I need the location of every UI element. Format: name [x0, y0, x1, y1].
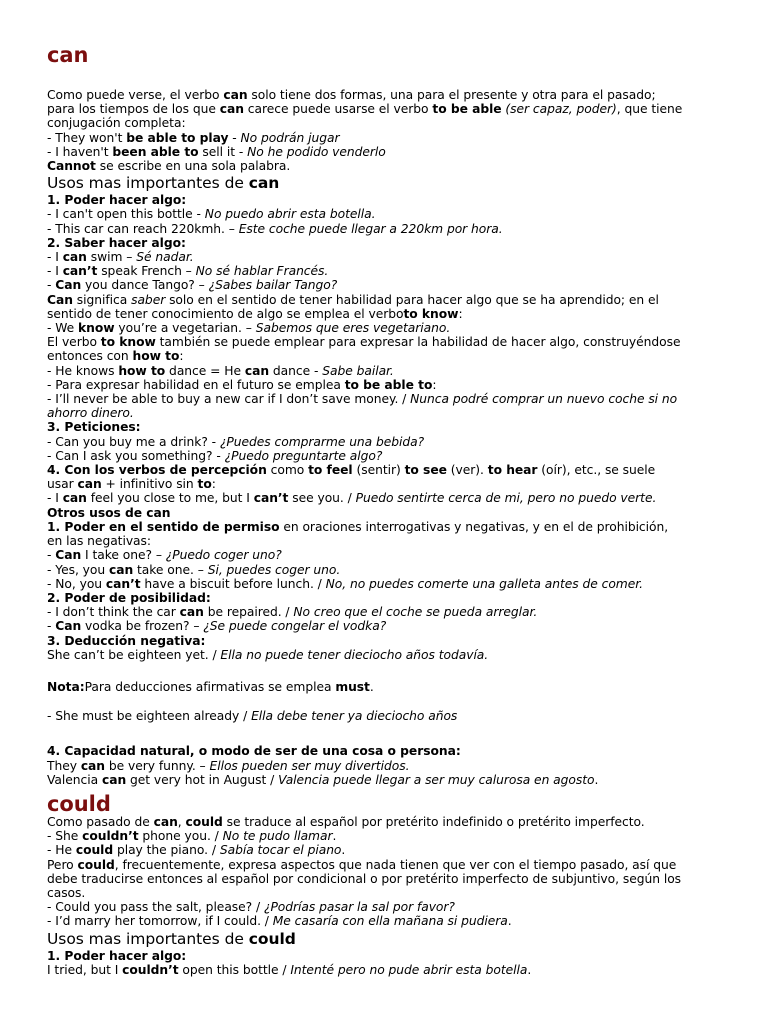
text-run: Valencia: [47, 772, 102, 787]
text-run: - Yes, you: [47, 562, 109, 577]
text-run: (ver).: [446, 463, 488, 478]
section-title-could: could: [47, 791, 111, 816]
text-run: Para deducciones afirmativas se emplea: [84, 679, 336, 694]
text-line: [47, 159, 738, 173]
text-run: Usos mas importantes de: [47, 929, 249, 948]
text-run: :: [179, 349, 184, 364]
text-run: + infinitivo sin: [101, 477, 198, 492]
text-run: 1. Poder hacer algo:: [47, 193, 187, 208]
text-run: see you. /: [288, 491, 356, 506]
text-run: must: [335, 679, 370, 694]
text-run: se escribe en una sola palabra.: [95, 159, 291, 174]
text-run: - I don’t think the car: [47, 605, 180, 620]
text-line: [47, 577, 738, 591]
text-line: [47, 520, 738, 534]
text-line: [47, 477, 738, 491]
text-run: -: [47, 619, 56, 634]
text-run: No he podido venderlo: [247, 144, 386, 159]
text-run: sentido de tener conocimiento de algo se emplea el verbo: [47, 306, 404, 321]
text-line: [47, 534, 738, 548]
text-line: [47, 250, 738, 264]
text-run: 1. Poder en el sentido de permiso: [47, 519, 280, 534]
text-run: to know: [403, 306, 459, 321]
text-run: to hear: [487, 463, 538, 478]
text-run: Ellos pueden ser muy divertidos.: [209, 758, 410, 773]
text-run: how to: [118, 363, 166, 378]
text-run: Can: [47, 292, 73, 307]
text-line: [47, 872, 738, 886]
text-run: to be able: [432, 102, 502, 117]
text-line: [47, 886, 738, 900]
text-line: [47, 619, 738, 633]
text-run: -: [47, 548, 56, 563]
text-run: can: [248, 174, 280, 193]
text-line: [47, 222, 738, 236]
text-run: (ser capaz, poder): [505, 102, 617, 117]
text-run: to know: [100, 335, 156, 350]
text-line: [47, 563, 738, 577]
text-run: Ella debe tener ya dieciocho años: [251, 709, 458, 724]
text-run: be very funny. –: [105, 758, 210, 773]
text-line: [47, 949, 738, 963]
text-run: .: [594, 772, 599, 787]
text-run: be repaired. /: [203, 605, 294, 620]
text-line: [47, 605, 738, 619]
text-run: 2. Saber hacer algo:: [47, 235, 186, 250]
text-line: [47, 193, 738, 207]
text-run: ¿Puedes comprarme una bebida?: [219, 434, 425, 449]
text-run: también se puede emplear para expresar la habilidad de hacer algo, construyéndose: [155, 335, 681, 350]
text-run: Pero: [47, 857, 78, 872]
text-run: to feel: [308, 463, 353, 478]
text-run: :: [432, 377, 437, 392]
text-line: [47, 321, 738, 335]
text-run: - I: [47, 491, 63, 506]
text-run: entonces con: [47, 349, 133, 364]
text-run: can: [108, 562, 134, 577]
text-run: No te pudo llamar: [222, 829, 333, 844]
text-run: - She: [47, 829, 83, 844]
text-line: [47, 131, 738, 145]
text-run: .: [369, 679, 374, 694]
text-line: [47, 843, 738, 857]
text-run: be able to play: [126, 130, 229, 145]
text-line: [47, 634, 738, 648]
text-run: Cannot: [47, 159, 96, 174]
text-run: conjugación completa:: [47, 116, 186, 131]
text-run: could: [75, 843, 114, 858]
text-run: can: [244, 363, 270, 378]
text-run: ¿Podrías pasar la sal por favor?: [263, 900, 455, 915]
text-run: can: [153, 814, 178, 829]
text-run: take one. –: [133, 562, 208, 577]
text-run: , frecuentemente, expresa aspectos que nada tienen que ver con el tiempo pasado, así que: [114, 857, 677, 872]
text-run: - Could you pass the salt, please? /: [47, 900, 264, 915]
text-run: - He knows: [47, 363, 119, 378]
text-run: can: [77, 477, 102, 492]
text-run: 4. Capacidad natural, o modo de ser de una cosa o persona:: [47, 744, 461, 759]
usos-heading-can: [47, 174, 738, 193]
text-run: Intenté pero no pude abrir esta botella: [290, 962, 528, 977]
text-run: se traduce al español por pretérito indefinido o pretérito imperfecto.: [222, 814, 645, 829]
text-run: Sé nadar.: [136, 250, 194, 265]
text-run: en las negativas:: [47, 534, 151, 549]
text-line: [47, 116, 738, 130]
text-run: - I’ll never be able to buy a new car if I don’t save money. /: [47, 392, 411, 407]
text-run: 3. Deducción negativa:: [47, 633, 206, 648]
text-run: - No, you: [47, 576, 106, 591]
text-run: play the piano. /: [113, 843, 220, 858]
text-run: dance -: [269, 363, 323, 378]
text-run: como: [266, 463, 309, 478]
text-run: - We: [47, 321, 79, 336]
text-run: - I can't open this bottle -: [47, 207, 205, 222]
text-run: :: [211, 477, 216, 492]
text-line: [47, 548, 738, 562]
nota-paragraph: [47, 680, 738, 694]
text-run: :: [458, 306, 463, 321]
text-line: [47, 349, 738, 363]
text-run: vodka be frozen? –: [81, 619, 204, 634]
text-line: [47, 293, 738, 307]
text-line: [47, 307, 738, 321]
text-line: [47, 744, 738, 758]
text-run: Puedo sentirte cerca de mi, pero no puedo verte.: [355, 491, 657, 506]
text-run: -: [228, 130, 241, 145]
text-run: sell it -: [198, 144, 248, 159]
text-run: to see: [404, 463, 447, 478]
text-run: No, no puedes comerte una galleta antes de comer.: [325, 576, 643, 591]
text-line: [47, 207, 738, 221]
could-body: [47, 815, 738, 929]
text-run: saber: [131, 292, 166, 307]
text-run: couldn’t: [82, 829, 139, 844]
text-run: - She must be eighteen already /: [47, 709, 252, 724]
text-run: Can: [55, 548, 82, 563]
text-line: [47, 463, 738, 477]
capacidad-block: [47, 744, 738, 787]
text-run: (sentir): [352, 463, 405, 478]
text-run: Si, puedes coger uno.: [207, 562, 341, 577]
text-run: can’t: [62, 264, 98, 279]
text-run: Valencia puede llegar a ser muy calurosa en agosto: [278, 772, 595, 787]
text-line: [47, 335, 738, 349]
text-run: Usos mas importantes de: [47, 174, 249, 193]
text-run: (oír), etc., se suele: [537, 463, 656, 478]
text-run: can: [219, 102, 244, 117]
text-run: Como pasado de: [47, 814, 154, 829]
text-run: 3. Peticiones:: [47, 420, 141, 435]
text-run: - They won't: [47, 130, 127, 145]
text-line: [47, 88, 738, 102]
text-run: ahorro dinero.: [47, 406, 134, 421]
text-run: Este coche puede llegar a 220km por hora.: [238, 221, 503, 236]
text-run: solo tiene dos formas, una para el presente y otra para el pasado;: [247, 88, 656, 102]
text-line: [47, 963, 738, 977]
text-line: [47, 815, 738, 829]
text-run: No creo que el coche se pueda arreglar.: [293, 605, 538, 620]
text-run: -: [47, 278, 56, 293]
must-example: [47, 709, 738, 723]
text-run: Ella no puede tener dieciocho años todavía.: [220, 647, 489, 662]
text-run: I take one? –: [81, 548, 166, 563]
text-run: Como puede verse, el verbo: [47, 88, 224, 102]
text-run: how to: [132, 349, 180, 364]
text-run: I tried, but I: [47, 962, 123, 977]
text-run: couldn’t: [122, 962, 179, 977]
text-run: Nota:: [47, 679, 85, 694]
text-line: [47, 435, 738, 449]
could-tail: [47, 949, 738, 977]
text-run: Can: [55, 278, 82, 293]
text-line: [47, 406, 738, 420]
intro-paragraph: [47, 88, 738, 173]
text-line: [47, 264, 738, 278]
text-line: [47, 506, 738, 520]
text-line: [47, 102, 738, 116]
text-line: [47, 900, 738, 914]
text-run: carece puede usarse el verbo: [243, 102, 433, 117]
text-run: Me casaría con ella mañana si pudiera: [272, 914, 508, 929]
text-run: can’t: [253, 491, 289, 506]
text-run: They: [47, 758, 81, 773]
text-line: [47, 773, 738, 787]
text-run: could: [185, 814, 223, 829]
text-run: can: [179, 605, 204, 620]
text-run: ¿Puedo preguntarte algo?: [224, 448, 383, 463]
text-run: - I’d marry her tomorrow, if I could. /: [47, 914, 273, 929]
text-run: know: [78, 321, 115, 336]
text-line: [47, 591, 738, 605]
can-body: [47, 193, 738, 662]
text-run: .: [332, 829, 337, 844]
section-title-can: can: [47, 43, 89, 67]
text-run: 4. Con los verbos de percepción: [47, 463, 267, 478]
text-run: El verbo: [47, 335, 101, 350]
text-run: Can: [55, 619, 82, 634]
text-run: can’t: [105, 576, 141, 591]
text-run: can: [101, 772, 127, 787]
text-run: ¿Sabes bailar Tango?: [208, 278, 338, 293]
text-line: [47, 278, 738, 292]
text-run: - This car can reach 220kmh. –: [47, 221, 239, 236]
text-run: have a biscuit before lunch. /: [140, 576, 326, 591]
text-run: - I: [47, 250, 63, 265]
text-line: [47, 392, 738, 406]
text-run: She can’t be eighteen yet. /: [47, 647, 221, 662]
text-run: - Can I ask you something? -: [47, 448, 225, 463]
text-run: - Can you buy me a drink? -: [47, 434, 220, 449]
text-run: ,: [177, 814, 186, 829]
text-run: No puedo abrir esta botella.: [204, 207, 376, 222]
text-run: - Para expresar habilidad en el futuro se emplea: [47, 377, 345, 392]
text-run: Nunca podré comprar un nuevo coche si no: [410, 392, 678, 407]
text-run: open this bottle /: [178, 962, 291, 977]
text-line: [47, 914, 738, 928]
text-line: [47, 145, 738, 159]
text-run: 1. Poder hacer algo:: [47, 948, 187, 963]
text-run: - I: [47, 264, 63, 279]
text-run: casos.: [47, 885, 86, 900]
text-line: [47, 420, 738, 434]
text-run: Sabemos que eres vegetariano.: [255, 321, 451, 336]
text-run: No sé hablar Francés.: [195, 264, 329, 279]
text-line: [47, 449, 738, 463]
text-run: can: [62, 491, 87, 506]
text-run: ¿Puedo coger uno?: [165, 548, 282, 563]
text-run: phone you. /: [138, 829, 223, 844]
text-run: to: [197, 477, 212, 492]
text-run: can: [80, 758, 106, 773]
text-run: can: [223, 88, 248, 102]
text-run: 2. Poder de posibilidad:: [47, 590, 211, 605]
text-line: [47, 236, 738, 250]
text-run: Otros usos de can: [47, 505, 171, 520]
text-run: get very hot in August /: [126, 772, 279, 787]
text-run: - I haven't: [47, 144, 113, 159]
text-run: usar: [47, 477, 78, 492]
text-run: Sabía tocar el piano: [219, 843, 342, 858]
text-run: .: [341, 843, 346, 858]
text-line: [47, 364, 738, 378]
text-run: feel you close to me, but I: [86, 491, 254, 506]
text-run: , que tiene: [616, 102, 683, 117]
text-line: [47, 378, 738, 392]
text-run: .: [507, 914, 512, 929]
text-run: No podrán jugar: [240, 130, 340, 145]
text-run: ¿Se puede congelar el vodka?: [203, 619, 387, 634]
text-run: en oraciones interrogativas y negativas, y en el de prohibición,: [279, 519, 669, 534]
text-run: debe traducirse entonces al español por condicional o por pretérito imperfecto de subjuntivo, según los: [47, 871, 682, 886]
text-line: [47, 648, 738, 662]
text-run: you dance Tango? –: [81, 278, 209, 293]
text-run: to be able to: [344, 377, 433, 392]
text-run: para los tiempos de los que: [47, 102, 220, 117]
text-run: - He: [47, 843, 76, 858]
text-run: been able to: [112, 144, 199, 159]
text-line: [47, 829, 738, 843]
text-run: you’re a vegetarian. –: [114, 321, 256, 336]
text-run: swim –: [86, 250, 137, 265]
text-run: can: [62, 250, 87, 265]
text-run: speak French –: [97, 264, 196, 279]
usos-heading-could: [47, 930, 738, 949]
text-run: dance = He: [165, 363, 245, 378]
text-run: could: [77, 857, 115, 872]
text-run: could: [248, 929, 296, 948]
text-run: solo en el sentido de tener habilidad para hacer algo que se ha aprendido; en el: [165, 292, 659, 307]
text-run: significa: [72, 292, 132, 307]
text-line: [47, 759, 738, 773]
text-line: [47, 491, 738, 505]
text-run: .: [527, 962, 532, 977]
text-line: [47, 858, 738, 872]
text-run: Sabe bailar.: [322, 363, 394, 378]
